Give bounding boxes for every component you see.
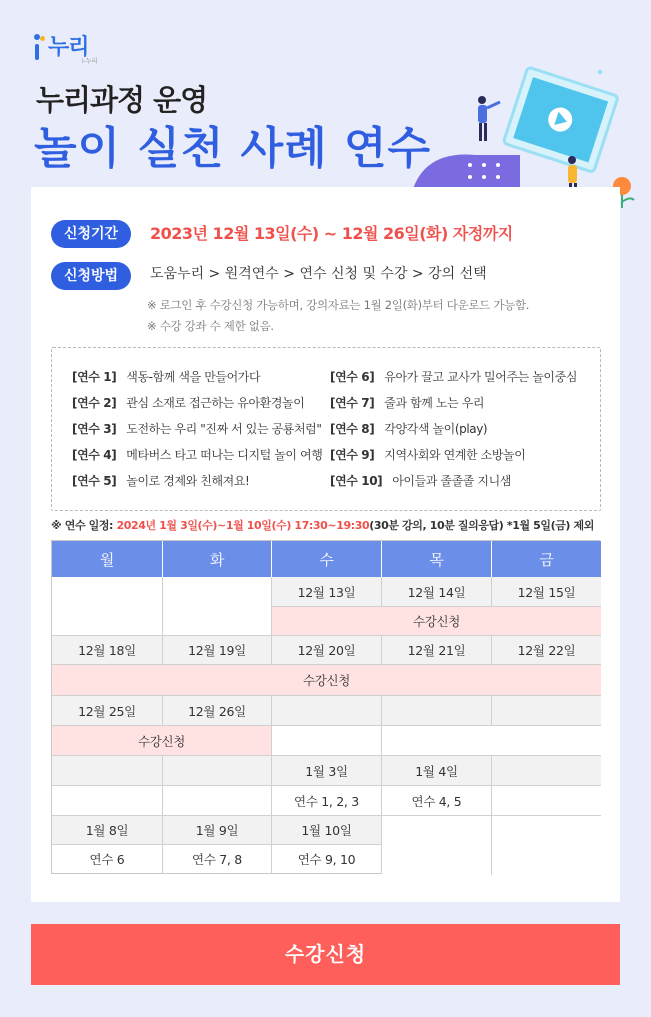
calendar-cell (492, 816, 601, 875)
calendar-date-cell: 1월 10일 (272, 816, 382, 845)
method-label-badge: 신청방법 (51, 262, 131, 290)
calendar-date-cell: 12월 25일 (52, 696, 163, 726)
course-item: [연수 4] 메타버스 타고 떠나는 디지털 놀이 여행 (72, 448, 323, 462)
calendar-date-cell: 12월 26일 (163, 696, 272, 726)
course-item: [연수 2] 관심 소재로 접근하는 유아환경놀이 (72, 396, 305, 410)
calendar-header-mon: 월 (52, 541, 163, 577)
calendar-session-cell: 연수 1, 2, 3 (272, 786, 382, 816)
calendar-date-cell: 1월 4일 (382, 756, 492, 786)
calendar-date-cell (492, 696, 601, 726)
calendar-date-cell: 12월 20일 (272, 636, 382, 665)
calendar-header-tue: 화 (163, 541, 272, 577)
course-item: [연수 8] 각양각색 놀이(play) (330, 422, 488, 436)
page-title: 놀이 실천 사례 연수 (34, 123, 431, 174)
calendar-date-cell: 12월 22일 (492, 636, 601, 665)
logo-text: 누리 (48, 35, 89, 60)
calendar-cell (272, 726, 382, 756)
page-subtitle: 누리과정 운영 (36, 83, 208, 117)
course-item: [연수 10] 아이들과 졸졸졸 지니샘 (330, 474, 511, 488)
calendar-date-cell: 12월 13일 (272, 577, 382, 607)
calendar-date-cell: 1월 8일 (52, 816, 163, 845)
calendar-date-cell (163, 756, 272, 786)
calendar-date-cell: 12월 18일 (52, 636, 163, 665)
nuri-logo (34, 30, 114, 64)
note-login: ※ 로그인 후 수강신청 가능하며, 강의자료는 1월 2일(화)부터 다운로드 가능함. (147, 298, 530, 312)
signup-button[interactable]: 수강신청 (31, 924, 620, 985)
period-label-badge: 신청기간 (51, 220, 131, 248)
calendar-header-fri: 금 (492, 541, 601, 577)
calendar-date-cell: 12월 15일 (492, 577, 601, 607)
course-item: [연수 5] 놀이로 경제와 친해져요! (72, 474, 250, 488)
calendar-date-cell (52, 756, 163, 786)
calendar-date-cell (382, 696, 492, 726)
course-item: [연수 1] 색동-함께 색을 만들어가다 (72, 370, 261, 384)
signup-period-cell: 수강신청 (52, 726, 272, 756)
schedule-note: ※ 연수 일정: 2024년 1월 3일(수)~1월 10일(수) 17:30~19:30(30분 강의, 10분 질의응답) *1월 5일(금) 제외 (51, 519, 594, 532)
calendar-date-cell (492, 756, 601, 786)
calendar-header-thu: 목 (382, 541, 492, 577)
calendar-date-cell (272, 696, 382, 726)
note-limit: ※ 수강 강좌 수 제한 없음. (147, 319, 274, 333)
logo-mark-icon (34, 34, 46, 62)
method-value: 도움누리 > 원격연수 > 연수 신청 및 수강 > 강의 선택 (150, 266, 487, 282)
calendar-session-cell: 연수 9, 10 (272, 845, 382, 873)
calendar-cell (163, 577, 272, 636)
signup-period-cell: 수강신청 (52, 665, 601, 696)
calendar-session-cell: 연수 6 (52, 845, 163, 873)
calendar-cell (382, 816, 492, 875)
calendar-header-wed: 수 (272, 541, 382, 577)
signup-period-cell: 수강신청 (272, 607, 601, 636)
calendar-date-cell: 12월 14일 (382, 577, 492, 607)
course-item: [연수 7] 줄과 함께 노는 우리 (330, 396, 485, 410)
course-item: [연수 3] 도전하는 우리 "진짜 서 있는 공룡처럼" (72, 422, 322, 436)
calendar-cell (382, 726, 601, 756)
course-item: [연수 6] 유아가 끌고 교사가 밀어주는 놀이중심 (330, 370, 578, 384)
info-card (31, 187, 620, 902)
period-value: 2023년 12월 13일(수) ~ 12월 26일(화) 자정까지 (150, 224, 513, 243)
calendar-session-cell: 연수 4, 5 (382, 786, 492, 816)
calendar-cell (52, 577, 163, 636)
calendar-session-cell: 연수 7, 8 (163, 845, 272, 873)
course-item: [연수 9] 지역사회와 연계한 소방놀이 (330, 448, 526, 462)
calendar-session-cell (163, 786, 272, 816)
calendar-date-cell: 12월 19일 (163, 636, 272, 665)
calendar-date-cell: 1월 9일 (163, 816, 272, 845)
calendar-session-cell (52, 786, 163, 816)
logo-subtext: i-누리 (82, 58, 98, 65)
calendar-date-cell: 1월 3일 (272, 756, 382, 786)
calendar-date-cell: 12월 21일 (382, 636, 492, 665)
course-list (51, 347, 601, 511)
calendar-session-cell (492, 786, 601, 816)
schedule-calendar (51, 540, 600, 874)
